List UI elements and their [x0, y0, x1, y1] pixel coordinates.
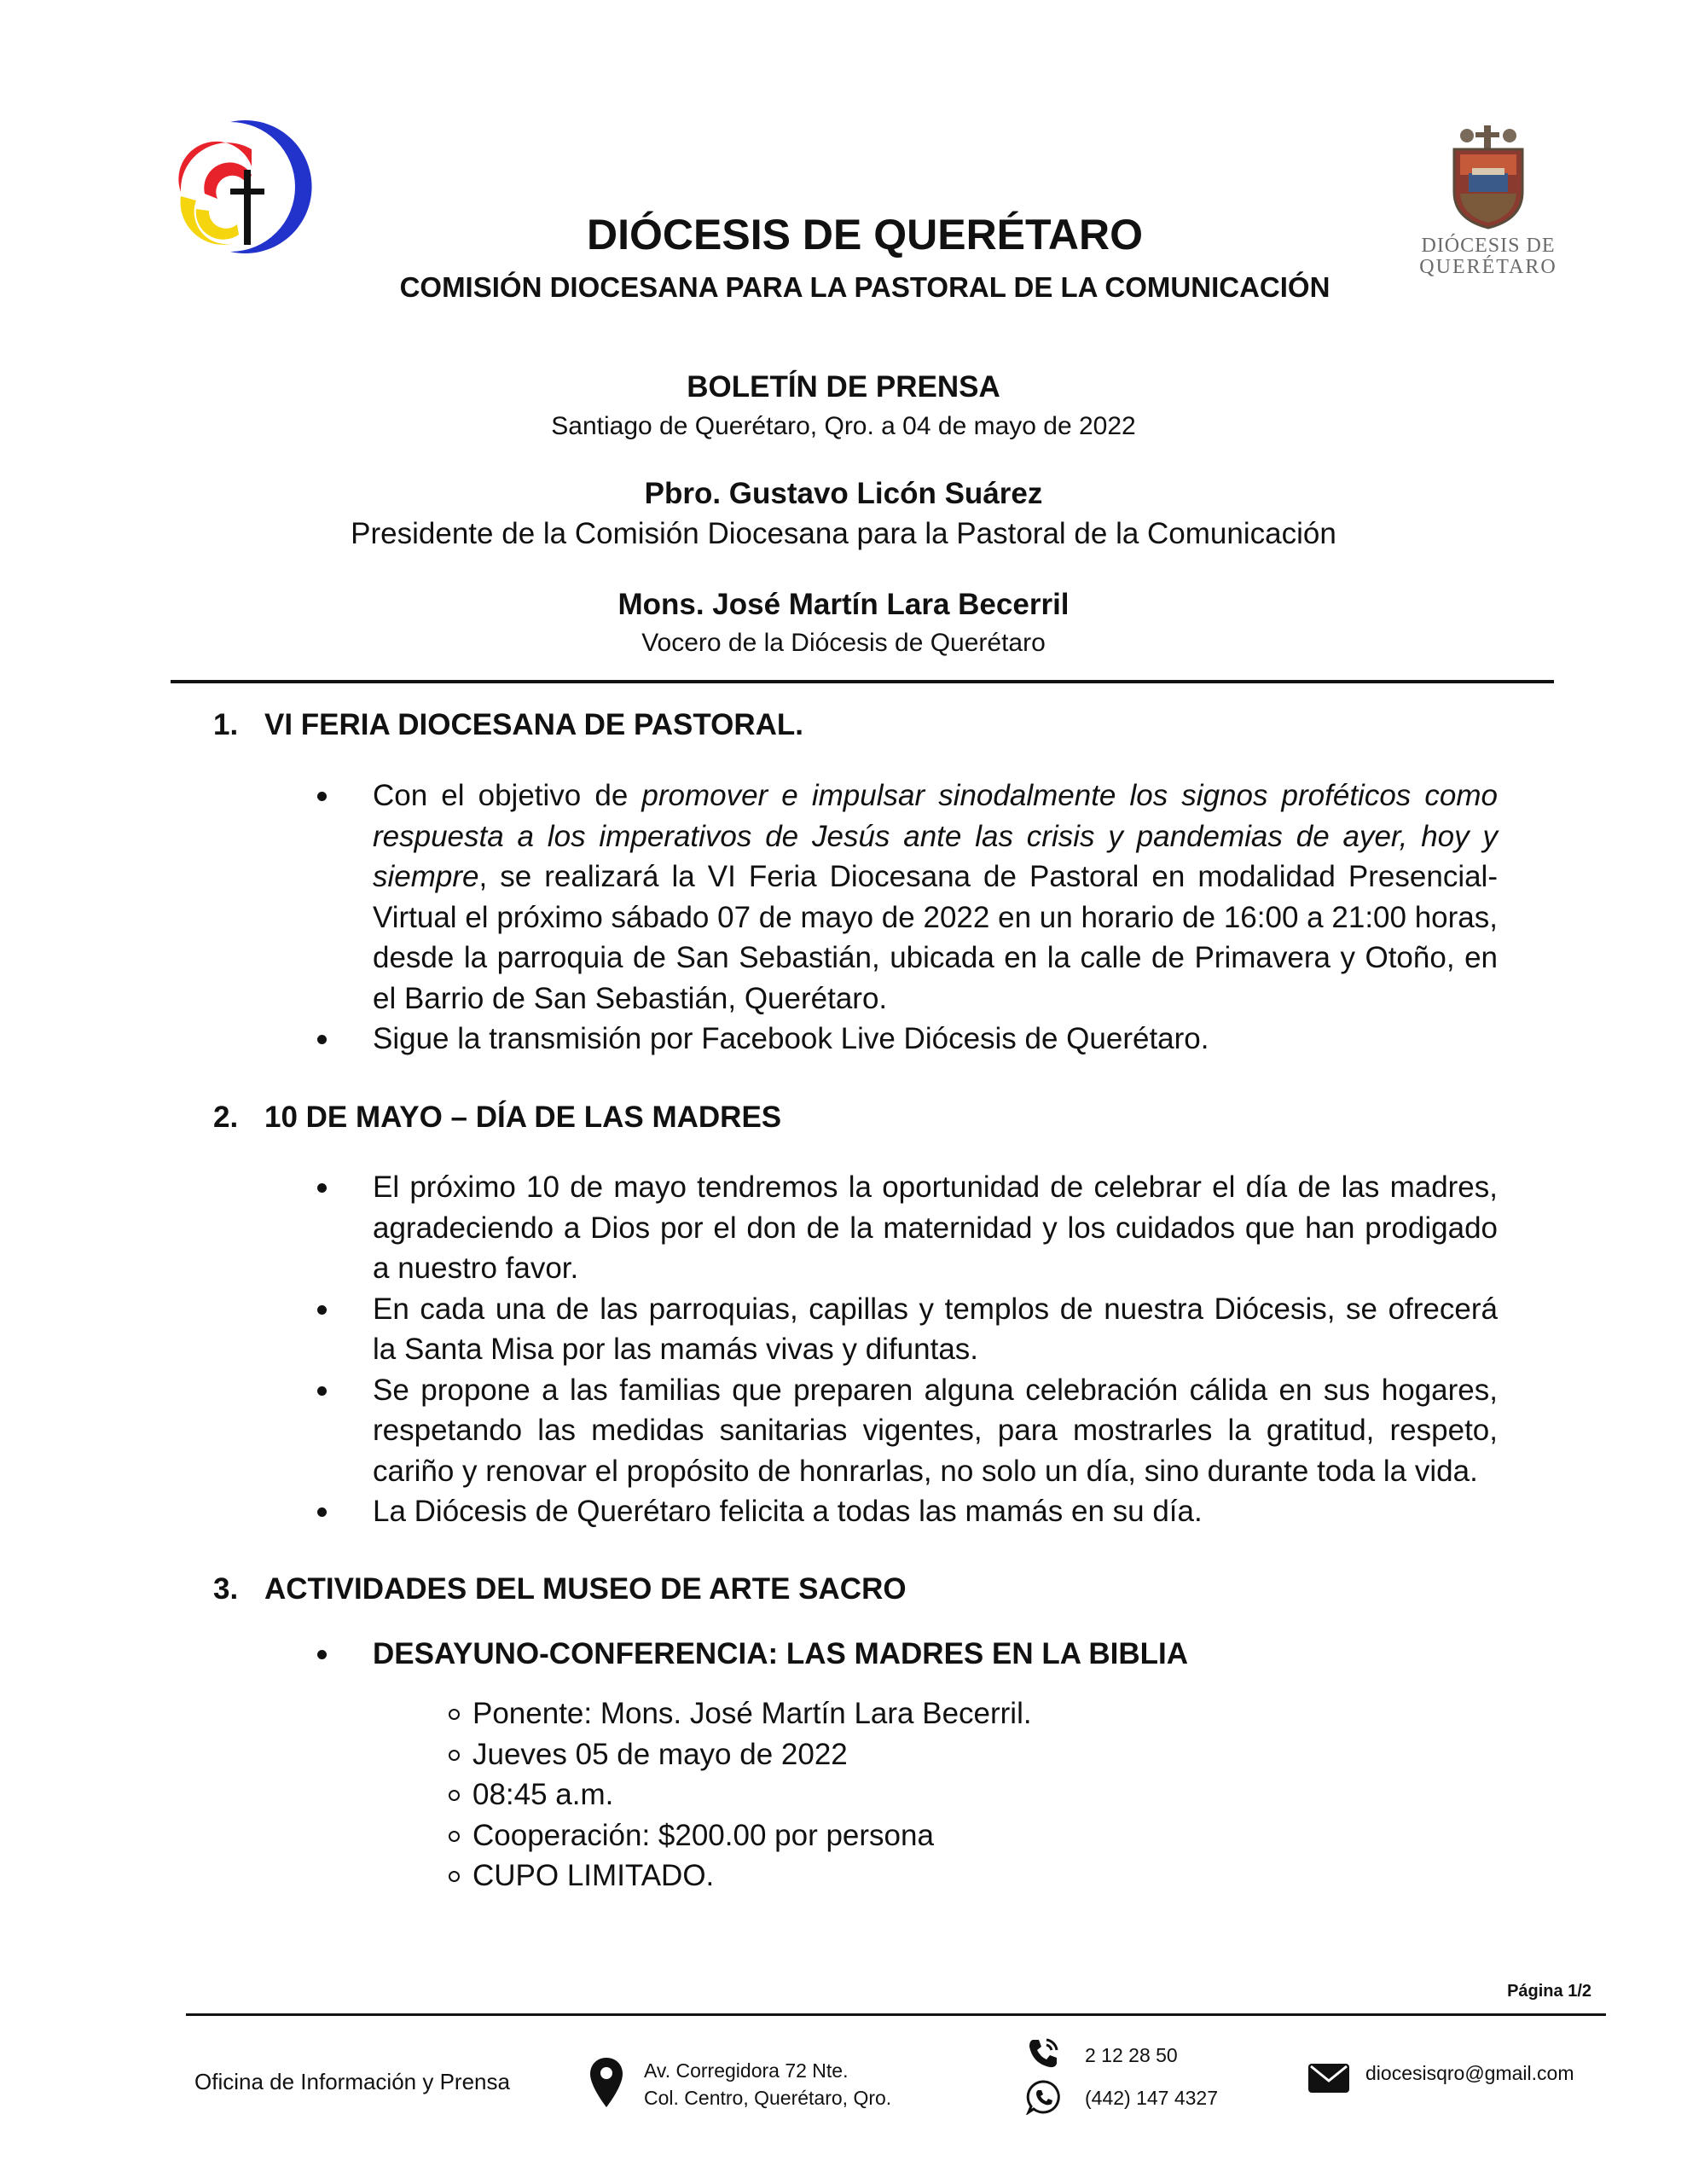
section-1-bullets [317, 775, 1498, 1060]
section-title-text: 10 DE MAYO – DÍA DE LAS MADRES [264, 1101, 782, 1134]
diocese-coat-of-arms [1416, 124, 1561, 290]
section-2-title [213, 1101, 781, 1135]
sub-item: Ponente: Mons. José Martín Lara Becerril. [449, 1693, 1032, 1734]
footer-address-line1: Av. Corregidora 72 Nte. [644, 2059, 849, 2082]
location-pin-icon [588, 2056, 624, 2109]
list-item: En cada una de las parroquias, capillas y templos de nuestra Diócesis, se ofrecerá la Santa Misa por las mamás vivas y difuntas. [317, 1289, 1498, 1370]
list-item: El próximo 10 de mayo tendremos la oportunidad de celebrar el día de las madres, agradeciendo a Dios por el don de la maternidad y los cuidados que han prodigado a nuestro favor. [317, 1167, 1498, 1289]
section-1-title [213, 708, 803, 742]
person1-name: Pbro. Gustavo Licón Suárez [644, 477, 1043, 510]
section-title-text: VI FERIA DIOCESANA DE PASTORAL. [264, 708, 803, 741]
logo-right-line2: QUERÉTARO [1419, 256, 1557, 278]
sub-item: Cooperación: $200.00 por persona [449, 1815, 1032, 1856]
list-item: Sigue la transmisión por Facebook Live Diócesis de Querétaro. [317, 1019, 1498, 1060]
section-3-subitems [449, 1693, 1032, 1896]
page-number: Página 1/2 [1507, 1982, 1591, 2001]
header-divider [171, 680, 1554, 683]
section-title-text: ACTIVIDADES DEL MUSEO DE ARTE SACRO [264, 1572, 907, 1606]
footer-address-line2: Col. Centro, Querétaro, Qro. [644, 2087, 892, 2109]
sub-item: 08:45 a.m. [449, 1774, 1032, 1815]
phone-icon [1026, 2036, 1060, 2071]
footer-divider [186, 2013, 1606, 2016]
sub-item: CUPO LIMITADO. [449, 1856, 1032, 1896]
sub-item: Jueves 05 de mayo de 2022 [449, 1734, 1032, 1775]
list-item: La Diócesis de Querétaro felicita a todas las mamás en su día. [317, 1491, 1498, 1532]
press-heading: BOLETÍN DE PRENSA [687, 370, 1000, 404]
page-subtitle: COMISIÓN DIOCESANA PARA LA PASTORAL DE LA COMUNICACIÓN [399, 271, 1330, 303]
list-item: Se propone a las familias que preparen alguna celebración cálida en sus hogares, respetando las medidas sanitarias vigentes, para mostrarles la gratitud, respeto, cariño y renovar el propósito de honrarlas, no solo un día, sino durante toda la vida. [317, 1370, 1498, 1492]
list-item: DESAYUNO-CONFERENCIA: LAS MADRES EN LA BIBLIA [317, 1634, 1498, 1675]
person2-role: Vocero de la Diócesis de Querétaro [641, 629, 1046, 657]
section-2-bullets [317, 1167, 1498, 1532]
section-3-title [213, 1572, 907, 1606]
press-place-date: Santiago de Querétaro, Qro. a 04 de mayo de 2022 [551, 412, 1136, 440]
footer-email: diocesisqro@gmail.com [1365, 2062, 1574, 2084]
section-3-bullets [317, 1634, 1498, 1675]
whatsapp-icon [1026, 2079, 1062, 2115]
envelope-icon [1307, 2061, 1350, 2095]
person2-name: Mons. José Martín Lara Becerril [617, 588, 1070, 621]
footer-whatsapp: (442) 147 4327 [1085, 2087, 1219, 2109]
section-number: 2. [213, 1101, 239, 1134]
footer-office: Oficina de Información y Prensa [194, 2069, 510, 2094]
person1-role: Presidente de la Comisión Diocesana para la Pastoral de la Comunicación [351, 517, 1336, 550]
footer-phone: 2 12 28 50 [1085, 2044, 1178, 2066]
page-title: DIÓCESIS DE QUERÉTARO [587, 211, 1143, 258]
section-number: 1. [213, 708, 239, 741]
logo-right-line1: DIÓCESIS DE [1421, 235, 1556, 257]
list-item: Con el objetivo de promover e impulsar sinodalmente los signos proféticos como respuesta a los imperativos de Jesús ante las crisis y pandemias de ayer, hoy y siempre, se realizará la VI Feria Diocesana de Pastoral en modalidad Presencial-Virtual el próximo sábado 07 de mayo de 2022 en un horario de 16:00 a 21:00 horas, desde la parroquia de San Sebastián, ubicada en la calle de Primavera y Otoño, en el Barrio de San Sebastián, Querétaro. [317, 775, 1498, 1019]
section-number: 3. [213, 1572, 239, 1606]
